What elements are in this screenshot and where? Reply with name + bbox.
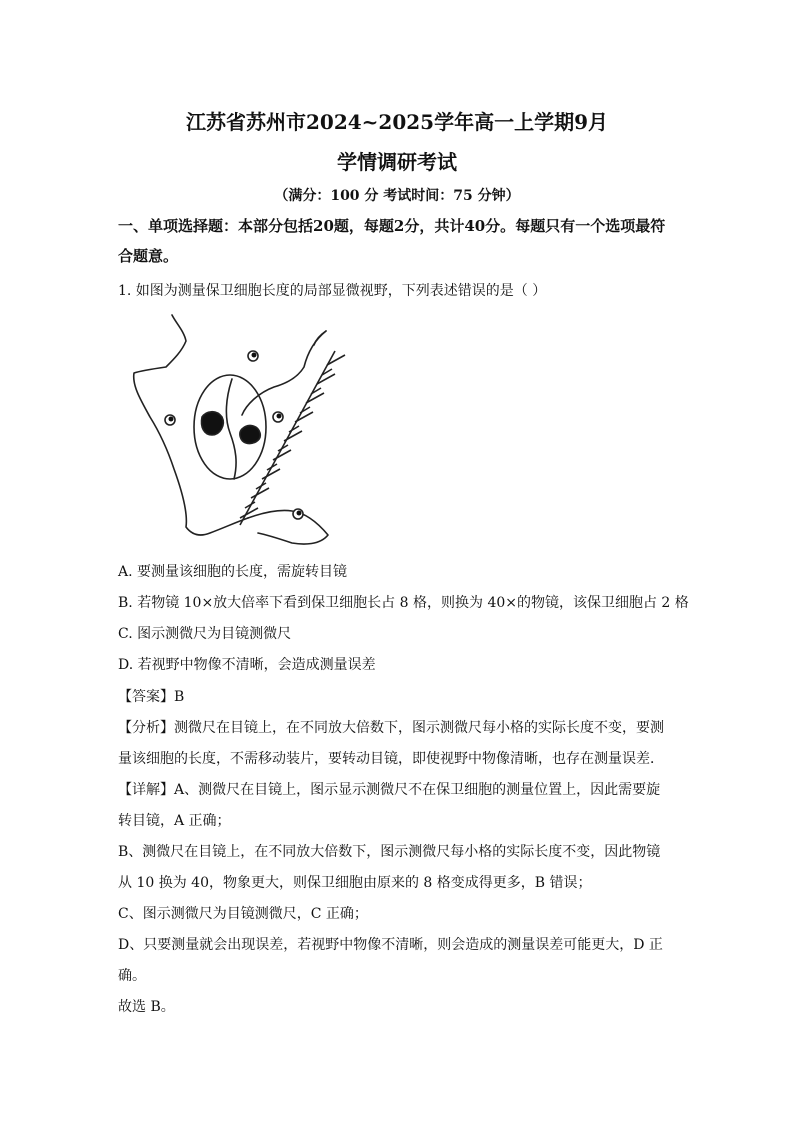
guard-cell-left-nucleus xyxy=(201,412,223,435)
answer: 【答案】B xyxy=(118,689,185,705)
cell-outline-left xyxy=(134,315,248,535)
detail-line-5: C、图示测微尺为目镜测微尺，C 正确； xyxy=(118,906,368,922)
detail-line-3: B、测微尺在目镜上，在不同放大倍数下，图示测微尺每小格的实际长度不变，因此物镜 xyxy=(118,844,661,860)
title-line-2: 学情调研考试 xyxy=(337,150,457,174)
option-b: B. 若物镜 10×放大倍率下看到保卫细胞长占 8 格，则换为 40×的物镜，该保卫细胞占 2 格 xyxy=(118,595,689,611)
cell-outline-top xyxy=(242,331,326,415)
detail-line-1: 【详解】A、测微尺在目镜上，图示显示测微尺不在保卫细胞的测量位置上，因此需要旋 xyxy=(118,782,661,798)
detail-line-7: 确。 xyxy=(118,968,146,984)
analysis-line-1: 【分析】测微尺在目镜上，在不同放大倍数下，图示测微尺每小格的实际长度不变，要测 xyxy=(118,720,664,736)
option-d: D. 若视野中物像不清晰，会造成测量误差 xyxy=(118,657,376,673)
option-a: A. 要测量该细胞的长度，需旋转目镜 xyxy=(118,564,348,580)
detail-line-4: 从 10 换为 40，物象更大，则保卫细胞由原来的 8 格变成得更多，B 错误； xyxy=(118,875,592,891)
title-line-1: 江苏省苏州市2024~2025学年高一上学期9月 xyxy=(185,110,608,134)
stoma-slit xyxy=(226,379,236,479)
score-info: （满分：100 分 考试时间：75 分钟） xyxy=(274,188,520,204)
cell-wall-top-right xyxy=(314,331,326,345)
section-heading: 一、单项选择题：本部分包括20题，每题2分，共计40分。每题只有一个选项最符合题意。 xyxy=(118,217,666,265)
micrometer-figure xyxy=(130,313,355,545)
question-stem: 1. 如图为测量保卫细胞长度的局部显微视野，下列表述错误的是（ ） xyxy=(118,283,547,299)
detail-line-2: 转目镜，A 正确； xyxy=(118,813,231,829)
cell-outline-right xyxy=(248,510,328,544)
detail-line-6: D、只要测量就会出现误差，若视野中物像不清晰，则会造成的测量误差可能更大，D 正 xyxy=(118,937,663,953)
option-c: C. 图示测微尺为目镜测微尺 xyxy=(118,626,292,642)
analysis-line-2: 量该细胞的长度，不需移动装片，要转动目镜，即使视野中物像清晰，也存在测量误差． xyxy=(118,751,664,767)
guard-cell-right-nucleus xyxy=(240,426,260,444)
conclusion: 故选 B。 xyxy=(118,999,175,1015)
